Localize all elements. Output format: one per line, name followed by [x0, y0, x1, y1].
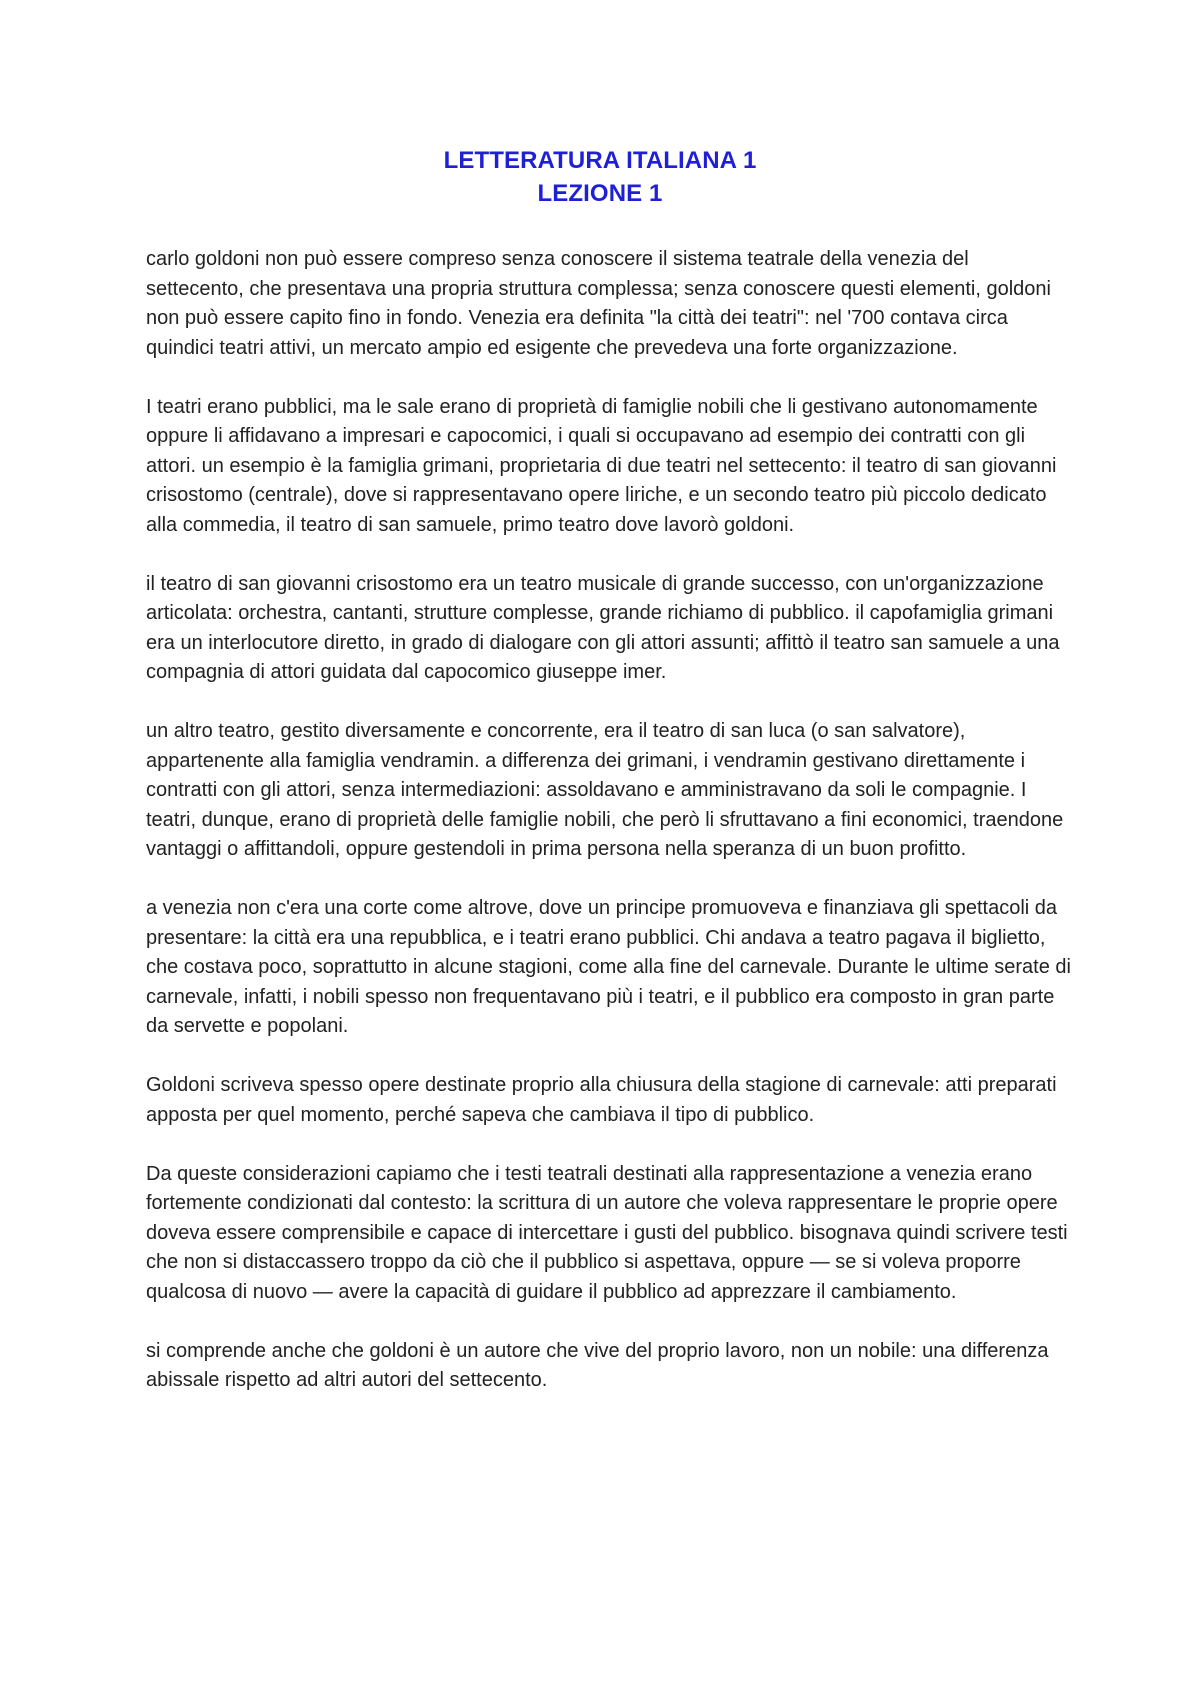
paragraph-6: Goldoni scriveva spesso opere destinate proprio alla chiusura della stagione di carnevale: atti preparati apposta per quel momento, perché sapeva che cambiava il tipo di pubblico.	[146, 1074, 1057, 1126]
document-body	[146, 245, 1071, 1396]
paragraph-7: Da queste considerazioni capiamo che i testi teatrali destinati alla rappresentazione a venezia erano fortemente condizionati dal contesto: la scrittura di un autore che voleva rappresentare le proprie opere doveva essere comprensibile e capace di intercettare i gusti del pubblico. bisognava quindi scrivere testi che non si distaccassero troppo da ciò che il pubblico si aspettava, oppure — se si voleva proporre qualcosa di nuovo — avere la capacità di guidare il pubblico ad apprezzare il cambiamento.	[146, 1162, 1068, 1303]
paragraph-8: si comprende anche che goldoni è un autore che vive del proprio lavoro, non un nobile: una differenza abissale rispetto ad altri autori del settecento.	[146, 1339, 1049, 1391]
paragraph-1: carlo goldoni non può essere compreso senza conoscere il sistema teatrale della venezia del settecento, che presentava una propria struttura complessa; senza conoscere questi elementi, goldoni non può essere capito fino in fondo. Venezia era definita "la città dei teatri": nel '700 contava circa quindici teatri attivi, un mercato ampio ed esigente che prevedeva una forte organizzazione.	[146, 248, 1051, 359]
course-title: LETTERATURA ITALIANA 1	[443, 147, 757, 174]
lesson-title: LEZIONE 1	[537, 180, 663, 207]
paragraph-2: I teatri erano pubblici, ma le sale erano di proprietà di famiglie nobili che li gestivano autonomamente oppure li affidavano a impresari e capocomici, i quali si occupavano ad esempio dei contratti con gli attori. un esempio è la famiglia grimani, proprietaria di due teatri nel settecento: il teatro di san giovanni crisostomo (centrale), dove si rappresentavano opere liriche, e un secondo teatro più piccolo dedicato alla commedia, il teatro di san samuele, primo teatro dove lavorò goldoni.	[146, 395, 1057, 536]
paragraph-4: un altro teatro, gestito diversamente e concorrente, era il teatro di san luca (o san salvatore), appartenente alla famiglia vendramin. a differenza dei grimani, i vendramin gestivano direttamente i contratti con gli attori, senza intermediazioni: assoldavano e amministravano da soli le compagnie. I teatri, dunque, erano di proprietà delle famiglie nobili, che però li sfruttavano a fini economici, traendone vantaggi o affittandoli, oppure gestendoli in prima persona nella speranza di un buon profitto.	[146, 720, 1064, 860]
paragraph-3: il teatro di san giovanni crisostomo era un teatro musicale di grande successo, con un'organizzazione articolata: orchestra, cantanti, strutture complesse, grande richiamo di pubblico. il capofamiglia grimani era un interlocutore diretto, in grado di dialogare con gli attori assunti; affittò il teatro san samuele a una compagnia di attori guidata dal capocomico giuseppe imer.	[146, 572, 1060, 683]
document-title	[0, 144, 1200, 210]
paragraph-5: a venezia non c'era una corte come altrove, dove un principe promuoveva e finanziava gli spettacoli da presentare: la città era una repubblica, e i teatri erano pubblici. Chi andava a teatro pagava il biglietto, che costava poco, soprattutto in alcune stagioni, come alla fine del carnevale. Durante le ultime serate di carnevale, infatti, i nobili spesso non frequentavano più i teatri, e il pubblico era composto in gran parte da servette e popolani.	[146, 897, 1071, 1037]
